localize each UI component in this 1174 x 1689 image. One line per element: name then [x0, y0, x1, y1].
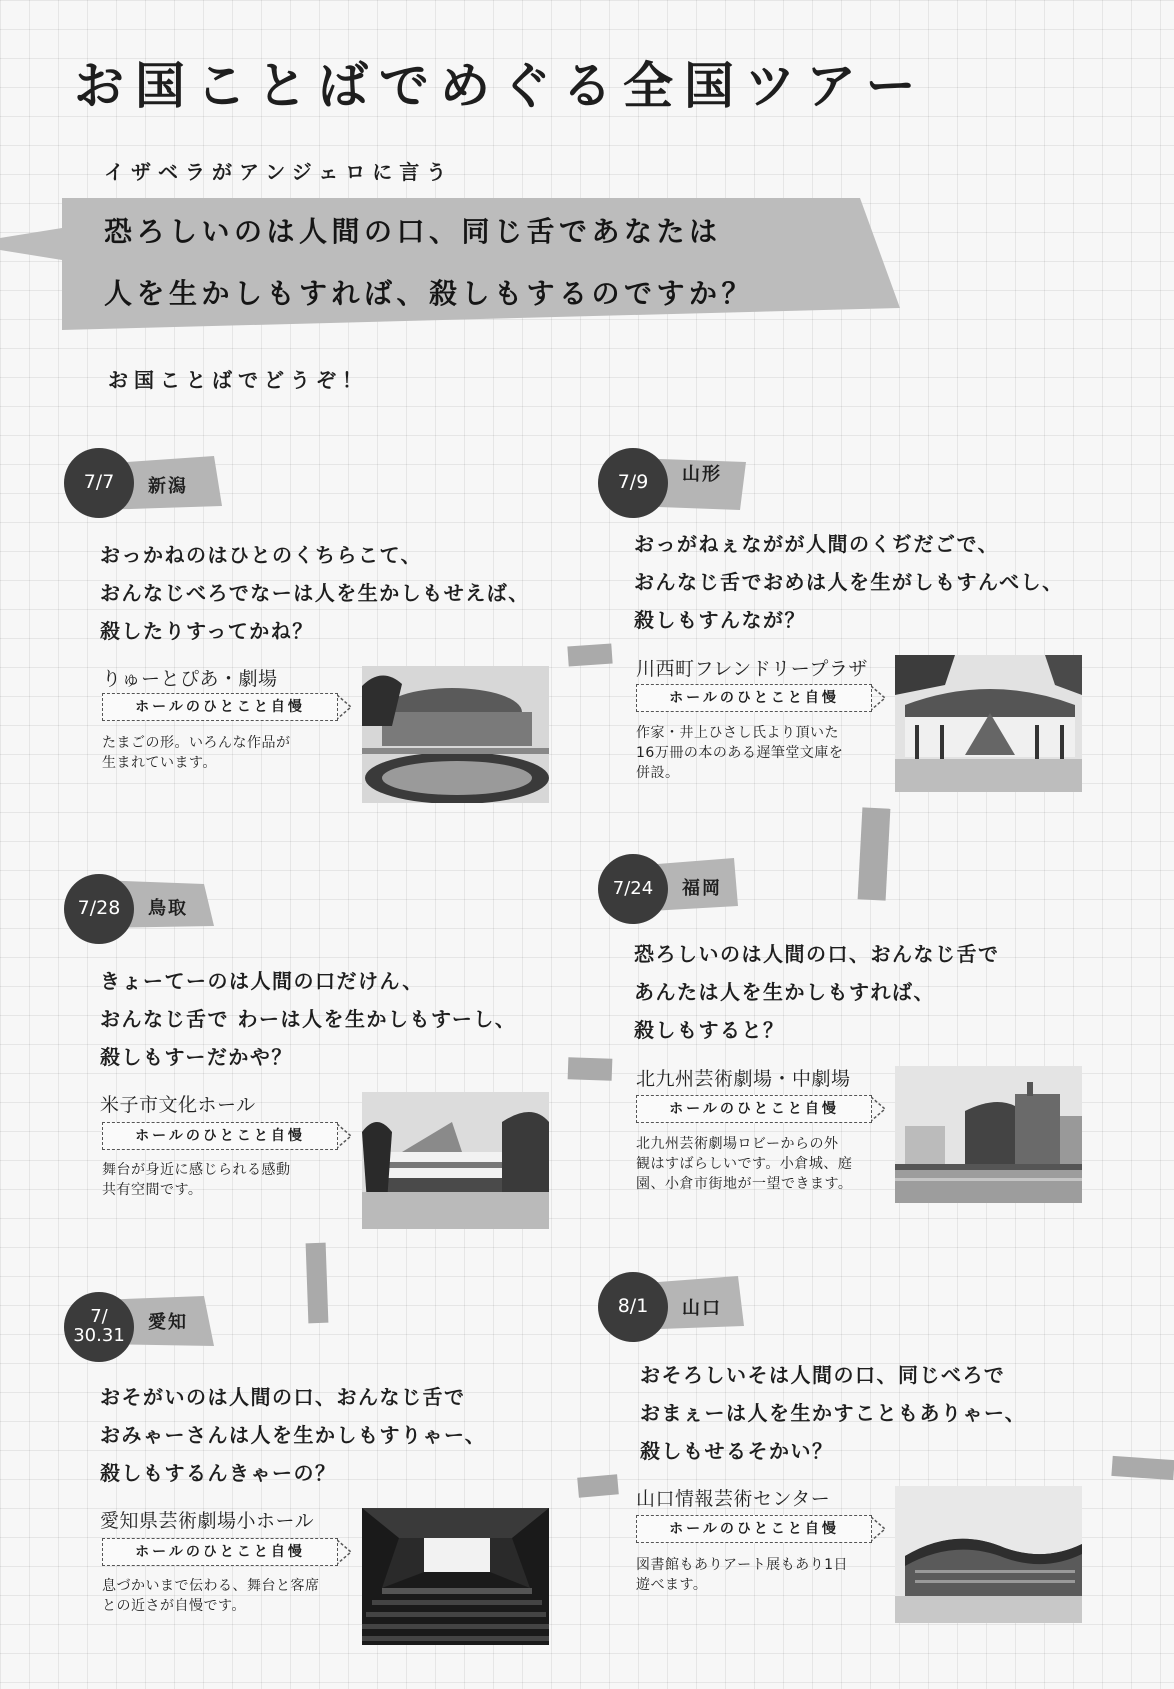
dialect-quote: [100, 536, 530, 650]
stop-tottori-tag: [64, 874, 224, 944]
venue-description: たまごの形。いろんな作品が 生まれています。: [102, 735, 291, 771]
date-badge: 8/1: [598, 1272, 668, 1342]
venue-name: 愛知県芸術劇場小ホール: [100, 1510, 315, 1532]
invite-text: お国ことばでどうぞ！: [108, 368, 368, 392]
quote-intro: イザベラがアンジェロに言う: [104, 160, 454, 184]
date-line: 30.31: [73, 1325, 125, 1346]
prefecture-label: 福岡: [682, 878, 722, 899]
venue-photo-kitakyushu: [895, 1066, 1082, 1203]
boast-label: ホールのひとこと自慢: [102, 693, 338, 721]
prefecture-label: 新潟: [148, 476, 188, 497]
speech-arrow-icon: [871, 684, 889, 712]
stop-yamagata-tag: [598, 448, 758, 518]
venue-description: 舞台が身近に感じられる感動 共有空間です。: [102, 1162, 291, 1198]
stop-aichi-tag: [64, 1292, 224, 1362]
quote-line: おっかねのはひとのくちらこて、: [100, 543, 423, 567]
stop-fukuoka-tag: [598, 854, 758, 924]
quote-line: 殺しもするんきゃーの？: [100, 1461, 337, 1485]
dialect-quote: [634, 525, 1064, 639]
quote-line-1: 恐ろしいのは人間の口、同じ舌であなたは: [104, 215, 722, 248]
quote-line: あんたは人を生かしもすれば、: [634, 980, 935, 1004]
boast-label: ホールのひとこと自慢: [636, 1095, 872, 1123]
venue-photo-aichi-small-hall: [362, 1508, 549, 1645]
venue-name: りゅーとぴあ・劇場: [102, 668, 278, 690]
speech-arrow-icon: [871, 1515, 889, 1543]
speech-arrow-icon: [337, 1122, 355, 1150]
date-badge: 7/24: [598, 854, 668, 924]
venue-name: 山口情報芸術センター: [636, 1488, 831, 1510]
venue-description: 息づかいまで伝わる、舞台と客席 との近さが自慢です。: [102, 1578, 320, 1614]
quote-line: 恐ろしいのは人間の口、おんなじ舌で: [634, 942, 1000, 966]
quote-line: 殺しもすんなが？: [634, 608, 806, 632]
quote-line: 殺しもすると？: [634, 1018, 785, 1042]
dialect-quote: [634, 935, 1000, 1049]
connector-block: [1111, 1456, 1174, 1480]
page-title: お国ことばでめぐる全国ツアー: [74, 57, 927, 115]
speech-arrow-icon: [337, 693, 355, 721]
quote-line: おそがいのは人間の口、おんなじ舌で: [100, 1385, 466, 1409]
date-badge: 7/9: [598, 448, 668, 518]
quote-line: おんなじべろでなーは人を生かしもせえば、: [100, 581, 530, 605]
date-badge: [64, 1292, 134, 1362]
prefecture-label: 山口: [682, 1298, 722, 1319]
quote-line-2: 人を生かしもすれば、殺しもするのですか？: [104, 277, 755, 310]
venue-description: 北九州芸術劇場ロビーからの外 観はすばらしいです。小倉城、庭 園、小倉市街地が一望できます。: [636, 1136, 853, 1192]
quote-line: 殺したりすってかね？: [100, 619, 314, 643]
date-badge: 7/28: [64, 874, 134, 944]
quote-line: おそろしいそは人間の口、同じべろで: [640, 1363, 1006, 1387]
venue-name: 米子市文化ホール: [100, 1094, 256, 1116]
quote-line: おんなじ舌でおめは人を生がしもすんべし、: [634, 570, 1064, 594]
date-badge: 7/7: [64, 448, 134, 518]
stop-niigata-tag: [64, 448, 224, 518]
speech-arrow-icon: [871, 1095, 889, 1123]
venue-name: 川西町フレンドリープラザ: [636, 658, 868, 680]
venue-photo-yonago-hall: [362, 1092, 549, 1229]
quote-line: おまぇーは人を生かすこともありゃー、: [640, 1401, 1027, 1425]
quote-line: おんなじ舌で わーは人を生かしもすーし、: [100, 1007, 517, 1031]
venue-description: 作家・井上ひさし氏より頂いた 16万冊の本のある遅筆堂文庫を 併設。: [636, 725, 844, 781]
connector-block: [306, 1243, 329, 1324]
quote-line: おっがねぇながが人間のくぢだごで、: [634, 532, 1000, 556]
connector-block: [577, 1474, 619, 1497]
venue-description: 図書館もありアート展もあり1日 遊べます。: [636, 1557, 848, 1593]
connector-block: [568, 1057, 613, 1081]
boast-label: ホールのひとこと自慢: [102, 1122, 338, 1150]
venue-photo-ryutopia: [362, 666, 549, 803]
quote-line: 殺しもせるそかい？: [640, 1439, 834, 1463]
venue-photo-ycam: [895, 1486, 1082, 1623]
connector-block: [858, 807, 891, 900]
connector-block: [567, 643, 612, 666]
quote-line: 殺しもすーだかや？: [100, 1045, 293, 1069]
quote-line: おみゃーさんは人を生かしもすりゃー、: [100, 1423, 487, 1447]
boast-label: ホールのひとこと自慢: [102, 1538, 338, 1566]
venue-name: 北九州芸術劇場・中劇場: [636, 1068, 851, 1090]
stop-yamaguchi-tag: [598, 1272, 758, 1342]
prefecture-label: 山形: [682, 464, 722, 485]
speech-arrow-icon: [337, 1538, 355, 1566]
dialect-quote: [100, 1378, 486, 1492]
boast-label: ホールのひとこと自慢: [636, 1515, 872, 1543]
dialect-quote: [100, 962, 516, 1076]
dialect-quote: [640, 1356, 1026, 1470]
boast-label: ホールのひとこと自慢: [636, 684, 872, 712]
prefecture-label: 愛知: [148, 1312, 188, 1333]
date-line: 7/: [90, 1306, 108, 1328]
venue-photo-friendly-plaza: [895, 655, 1082, 792]
quote-line: きょーてーのは人間の口だけん、: [100, 969, 424, 993]
prefecture-label: 鳥取: [148, 898, 188, 919]
